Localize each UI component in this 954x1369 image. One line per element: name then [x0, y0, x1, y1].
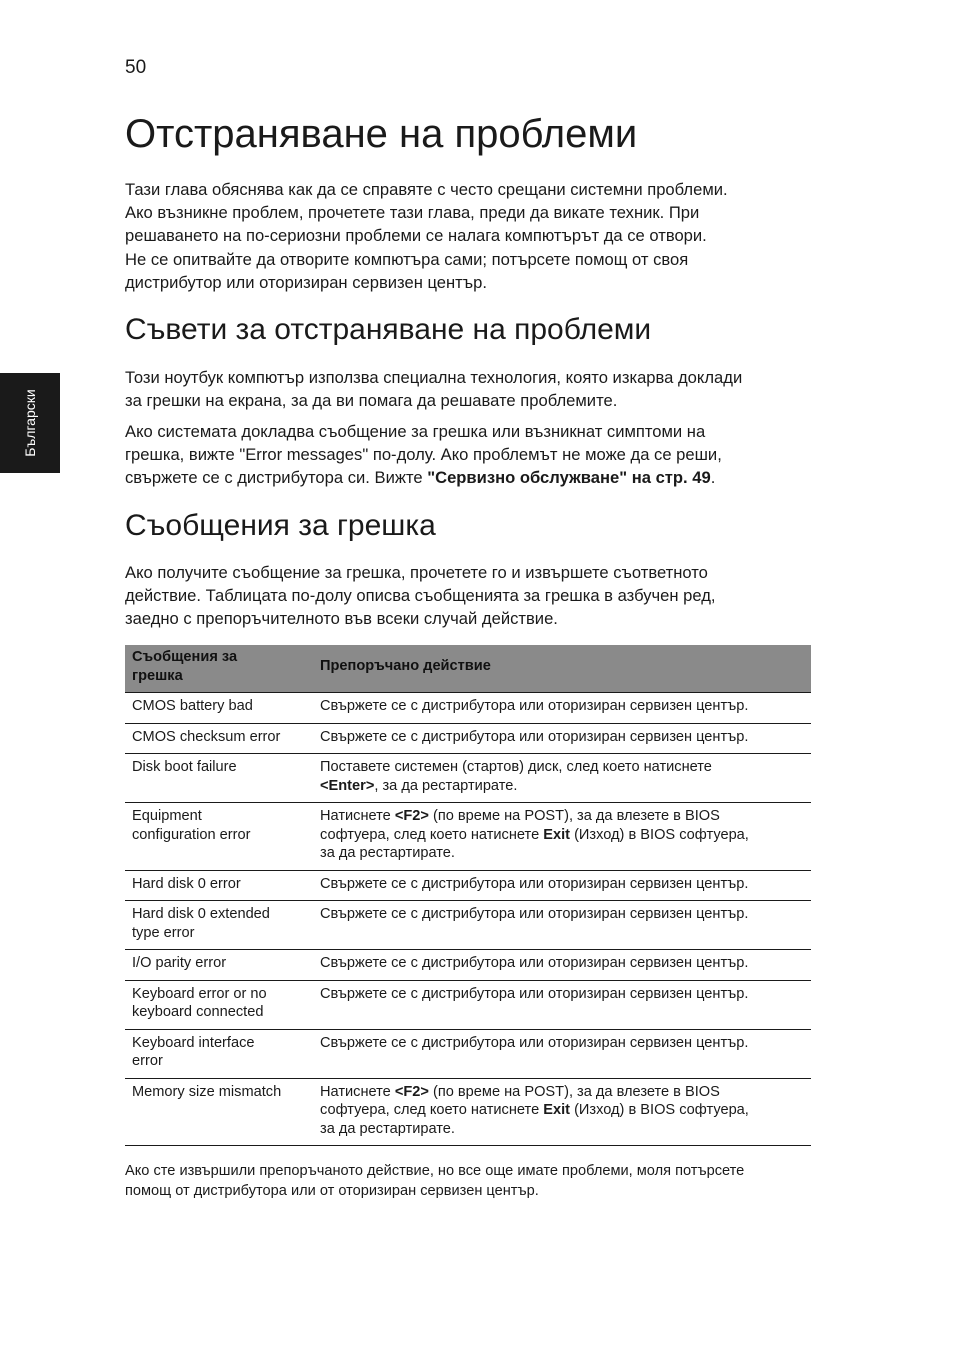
intro-line: Тази глава обяснява как да се справяте с често срещани системни проблеми.: [125, 180, 728, 199]
key-exit: Exit: [543, 1102, 571, 1118]
errors-line: заедно с препоръчителното във всеки случай действие.: [125, 609, 558, 629]
header-recommended-action: Препоръчано действие: [313, 645, 811, 693]
page-title: Отстраняване на проблеми: [125, 112, 638, 156]
tips-line-suffix: .: [710, 468, 716, 488]
table-row: [125, 980, 811, 1029]
table-row: [125, 803, 811, 871]
tips-paragraph-2: [125, 420, 815, 490]
error-message-cell: CMOS battery bad: [125, 693, 313, 724]
action-cell: Свържете се с дистрибутора или оторизиран сервизен център.: [313, 870, 811, 901]
header-error-message: Съобщения за грешка: [125, 645, 313, 693]
error-message-cell: Hard disk 0 error: [125, 870, 313, 901]
table-row: [125, 1029, 811, 1078]
footer-note: [125, 1161, 815, 1201]
errors-line: Ако получите съобщение за грешка, прочетете го и извършете съответното: [125, 563, 708, 582]
intro-line: решаването на по-сериозни проблеми се налага компютърът да се отвори.: [125, 226, 707, 246]
page-number: 50: [125, 57, 147, 78]
table-row: [125, 693, 811, 724]
error-message-cell: CMOS checksum error: [125, 723, 313, 754]
tips-line-with-reference: [125, 466, 815, 489]
action-cell: Поставете системен (стартов) диск, след което натиснете <Enter>, за да рестартирате.: [313, 754, 811, 803]
language-tab-label: Български: [22, 389, 38, 457]
table-row: [125, 950, 811, 981]
action-cell: Натиснете <F2> (по време на POST), за да влезете в BIOS софтуера, след което натиснете Exit (Изход) в BIOS софтуера, за да рестартирате.: [313, 803, 811, 871]
language-side-tab: [0, 373, 60, 473]
error-messages-table: [125, 645, 811, 1146]
tips-line-prefix: свържете се с дистрибутора си. Вижте: [125, 468, 428, 488]
error-message-cell: Equipment configuration error: [125, 803, 313, 871]
intro-paragraph: [125, 178, 815, 294]
action-cell: Натиснете <F2> (по време на POST), за да влезете в BIOS софтуера, след което натиснете Exit (Изход) в BIOS софтуера, за да рестартирате.: [313, 1078, 811, 1146]
error-message-cell: Memory size mismatch: [125, 1078, 313, 1146]
intro-line: дистрибутор или оторизиран сервизен център.: [125, 272, 487, 292]
action-cell: Свържете се с дистрибутора или оторизиран сервизен център.: [313, 901, 811, 950]
action-cell: Свържете се с дистрибутора или оторизиран сервизен център.: [313, 693, 811, 724]
tips-line: Този ноутбук компютър използва специална технология, която изкарва доклади: [125, 368, 743, 387]
tips-line: грешка, вижте "Error messages" по-долу. Ако проблемът не може да се реши,: [125, 445, 722, 465]
key-f2: <F2>: [394, 1083, 429, 1100]
table-row: [125, 870, 811, 901]
tips-line: за грешки на екрана, за да ви помага да решавате проблемите.: [125, 391, 618, 411]
error-message-cell: Hard disk 0 extended type error: [125, 901, 313, 950]
error-message-cell: I/O parity error: [125, 950, 313, 981]
table-row: [125, 754, 811, 803]
intro-line: Не се опитвайте да отворите компютъра сами; потърсете помощ от своя: [125, 249, 689, 269]
action-cell: Свържете се с дистрибутора или оторизиран сервизен център.: [313, 723, 811, 754]
error-message-cell: Keyboard interface error: [125, 1029, 313, 1078]
errors-paragraph: [125, 561, 815, 631]
table-header-row: [125, 645, 811, 693]
key-enter: <Enter>: [320, 777, 375, 794]
key-exit: Exit: [543, 826, 571, 843]
error-message-cell: Disk boot failure: [125, 754, 313, 803]
errors-line: действие. Таблицата по-долу описва съобщенията за грешка в азбучен ред,: [125, 586, 716, 606]
footer-line: Ако сте извършили препоръчаното действие, но все още имате проблеми, моля потърсете: [125, 1163, 745, 1179]
key-f2: <F2>: [394, 808, 429, 824]
intro-line: Ако възникне проблем, прочетете тази глава, преди да викате техник. При: [125, 203, 700, 223]
error-message-cell: Keyboard error or no keyboard connected: [125, 980, 313, 1029]
action-cell: Свържете се с дистрибутора или оторизиран сервизен център.: [313, 950, 811, 981]
tips-line: Ако системата докладва съобщение за грешка или възникнат симптоми на: [125, 422, 706, 441]
table-row: [125, 1078, 811, 1146]
table-row: [125, 901, 811, 950]
service-reference-link[interactable]: "Сервизно обслужване" на стр. 49: [427, 468, 711, 488]
action-cell: Свържете се с дистрибутора или оторизиран сервизен център.: [313, 980, 811, 1029]
table-row: [125, 723, 811, 754]
action-cell: Свържете се с дистрибутора или оторизиран сервизен център.: [313, 1029, 811, 1078]
section-heading-errors: Съобщения за грешка: [125, 509, 436, 542]
footer-line: помощ от дистрибутора или от оторизиран сервизен център.: [125, 1183, 539, 1199]
tips-paragraph-1: [125, 366, 815, 412]
section-heading-tips: Съвети за отстраняване на проблеми: [125, 313, 652, 346]
